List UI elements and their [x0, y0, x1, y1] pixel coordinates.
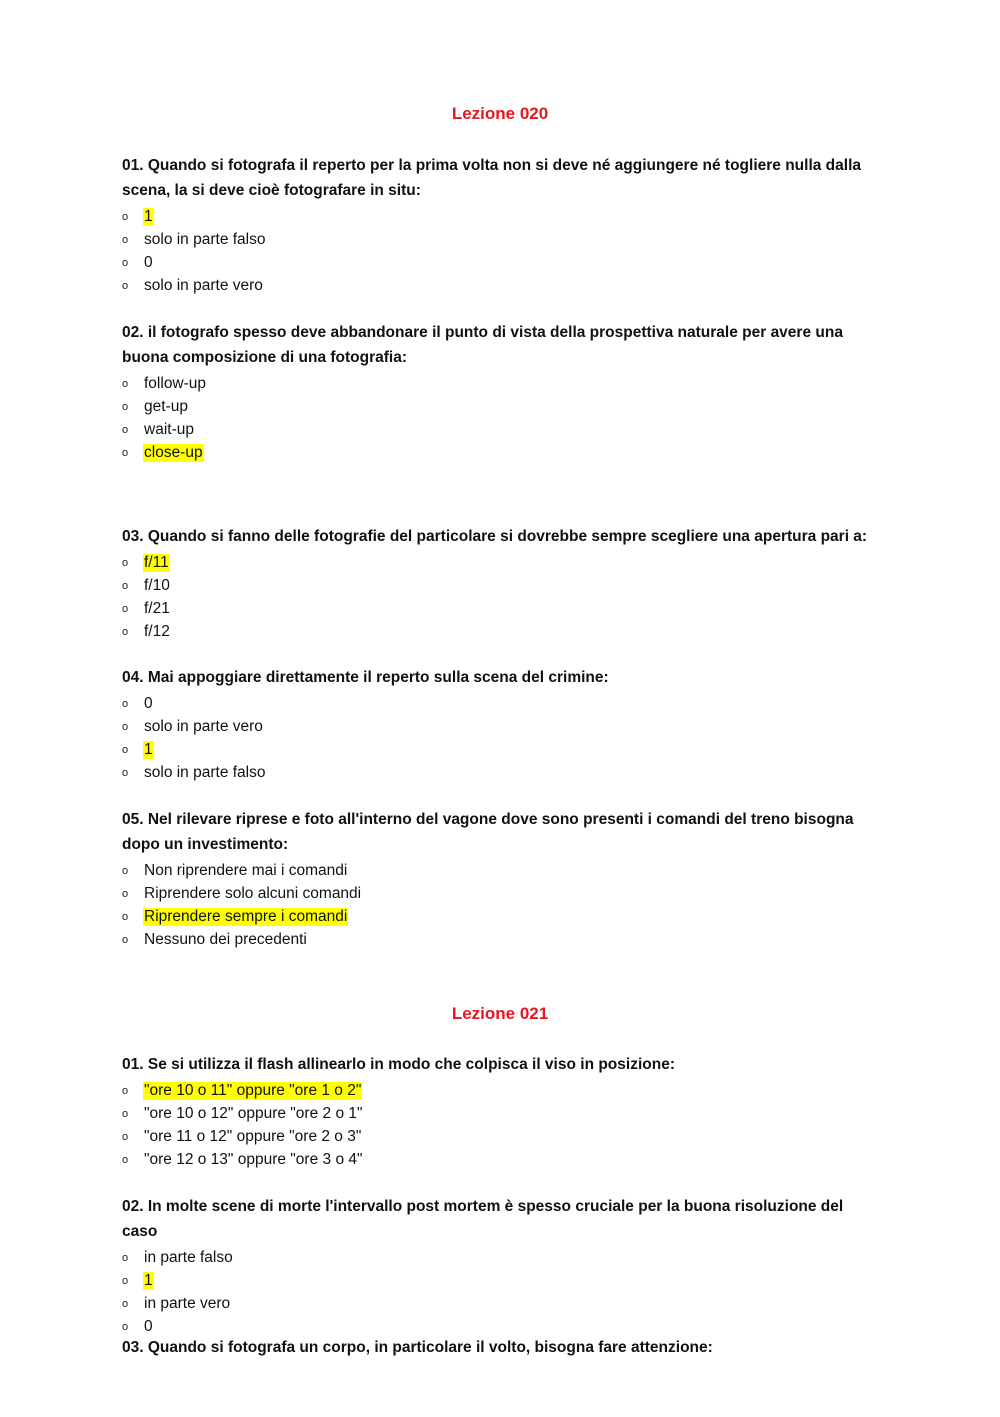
bullet-icon: o: [122, 233, 129, 246]
bullet-icon: o: [122, 579, 129, 592]
option-item: [122, 1125, 872, 1148]
option-label: wait-up: [144, 420, 194, 438]
option-item: [122, 692, 872, 715]
bullet-icon: o: [122, 1084, 129, 1097]
bullet-icon: o: [122, 279, 129, 292]
bullet-icon: o: [122, 256, 129, 269]
question-text: 05. Nel rilevare riprese e foto all'interno del vagone dove sono presenti i comandi del treno bisogna dopo un investimento:: [122, 811, 854, 853]
option-item: [122, 205, 872, 228]
bullet-icon: o: [122, 933, 129, 946]
option-label: get-up: [144, 397, 188, 415]
options-list: [122, 1246, 872, 1338]
question-block: [122, 320, 872, 464]
bullet-icon: o: [122, 1107, 129, 1120]
option-item: [122, 551, 872, 574]
question-block: [122, 1335, 872, 1362]
option-label: 0: [144, 253, 153, 271]
bullet-icon: o: [122, 210, 129, 223]
option-label-correct: 1: [144, 740, 153, 758]
option-label-correct: 1: [144, 207, 153, 225]
option-item: [122, 574, 872, 597]
option-item: [122, 372, 872, 395]
question-text: 02. il fotografo spesso deve abbandonare il punto di vista della prospettiva naturale per avere una buona composizione di una fotografia:: [122, 324, 843, 366]
option-label: 0: [144, 694, 153, 712]
question-text: 03. Quando si fanno delle fotografie del particolare si dovrebbe sempre scegliere una apertura pari a:: [122, 528, 868, 545]
option-label: f/10: [144, 576, 170, 594]
option-item: [122, 597, 872, 620]
option-item: [122, 1269, 872, 1292]
option-item: [122, 251, 872, 274]
option-label: solo in parte vero: [144, 276, 263, 294]
option-item: [122, 859, 872, 882]
option-label: solo in parte falso: [144, 230, 266, 248]
option-item: [122, 882, 872, 905]
bullet-icon: o: [122, 910, 129, 923]
option-item: [122, 228, 872, 251]
option-item: [122, 620, 872, 643]
option-item: [122, 715, 872, 738]
option-label-correct: f/11: [144, 553, 169, 571]
options-list: [122, 205, 872, 297]
lesson-title: Lezione 020: [451, 104, 549, 123]
question-block: [122, 807, 872, 951]
bullet-icon: o: [122, 1153, 129, 1166]
bullet-icon: o: [122, 1320, 129, 1333]
question-block: [122, 665, 872, 784]
bullet-icon: o: [122, 887, 129, 900]
option-label: Riprendere solo alcuni comandi: [144, 884, 362, 902]
options-list: [122, 859, 872, 951]
question-text: 04. Mai appoggiare direttamente il reperto sulla scena del crimine:: [122, 669, 609, 686]
option-item: [122, 1246, 872, 1269]
option-item: [122, 418, 872, 441]
option-label: in parte vero: [144, 1294, 231, 1312]
options-list: [122, 372, 872, 464]
option-label: solo in parte vero: [144, 717, 263, 735]
question-text: 03. Quando si fotografa un corpo, in particolare il volto, bisogna fare attenzione:: [122, 1339, 713, 1356]
option-item: [122, 738, 872, 761]
option-label-correct: Riprendere sempre i comandi: [144, 907, 348, 925]
bullet-icon: o: [122, 697, 129, 710]
bullet-icon: o: [122, 423, 129, 436]
option-item: [122, 1079, 872, 1102]
option-item: [122, 905, 872, 928]
bullet-icon: o: [122, 1274, 129, 1287]
question-block: [122, 524, 872, 643]
options-list: [122, 1079, 872, 1171]
question-block: [122, 153, 872, 297]
bullet-icon: o: [122, 377, 129, 390]
option-label: in parte falso: [144, 1248, 233, 1266]
bullet-icon: o: [122, 400, 129, 413]
option-label: Non riprendere mai i comandi: [144, 861, 348, 879]
option-label: "ore 11 o 12" oppure "ore 2 o 3": [144, 1127, 362, 1145]
option-item: [122, 274, 872, 297]
bullet-icon: o: [122, 556, 129, 569]
option-item: [122, 395, 872, 418]
option-label-correct: close-up: [144, 443, 203, 461]
bullet-icon: o: [122, 1130, 129, 1143]
bullet-icon: o: [122, 720, 129, 733]
option-item: [122, 1292, 872, 1315]
bullet-icon: o: [122, 1297, 129, 1310]
option-label: Nessuno dei precedenti: [144, 930, 307, 948]
question-text: 01. Quando si fotografa il reperto per la prima volta non si deve né aggiungere né togliere nulla dalla scena, la si deve cioè fotografare in situ:: [122, 157, 861, 199]
option-label: "ore 12 o 13" oppure "ore 3 o 4": [144, 1150, 363, 1168]
option-label-correct: 1: [144, 1271, 153, 1289]
option-item: [122, 1102, 872, 1125]
bullet-icon: o: [122, 766, 129, 779]
option-item: [122, 761, 872, 784]
option-label: 0: [144, 1317, 153, 1335]
question-text: 01. Se si utilizza il flash allinearlo in modo che colpisca il viso in posizione:: [122, 1056, 675, 1073]
option-item: [122, 928, 872, 951]
option-label: "ore 10 o 12" oppure "ore 2 o 1": [144, 1104, 363, 1122]
question-block: [122, 1194, 872, 1338]
question-text: 02. In molte scene di morte l'intervallo post mortem è spesso cruciale per la buona risoluzione del caso: [122, 1198, 844, 1240]
option-item: [122, 441, 872, 464]
bullet-icon: o: [122, 602, 129, 615]
bullet-icon: o: [122, 864, 129, 877]
option-label: follow-up: [144, 374, 207, 392]
lesson-title: Lezione 021: [451, 1004, 549, 1023]
option-label: f/21: [144, 599, 170, 617]
option-item: [122, 1148, 872, 1171]
options-list: [122, 551, 872, 643]
bullet-icon: o: [122, 1251, 129, 1264]
option-label-correct: "ore 10 o 11" oppure "ore 1 o 2": [144, 1081, 362, 1099]
bullet-icon: o: [122, 743, 129, 756]
bullet-icon: o: [122, 625, 129, 638]
option-label: f/12: [144, 622, 170, 640]
option-label: solo in parte falso: [144, 763, 266, 781]
bullet-icon: o: [122, 446, 129, 459]
question-block: [122, 1052, 872, 1171]
options-list: [122, 692, 872, 784]
